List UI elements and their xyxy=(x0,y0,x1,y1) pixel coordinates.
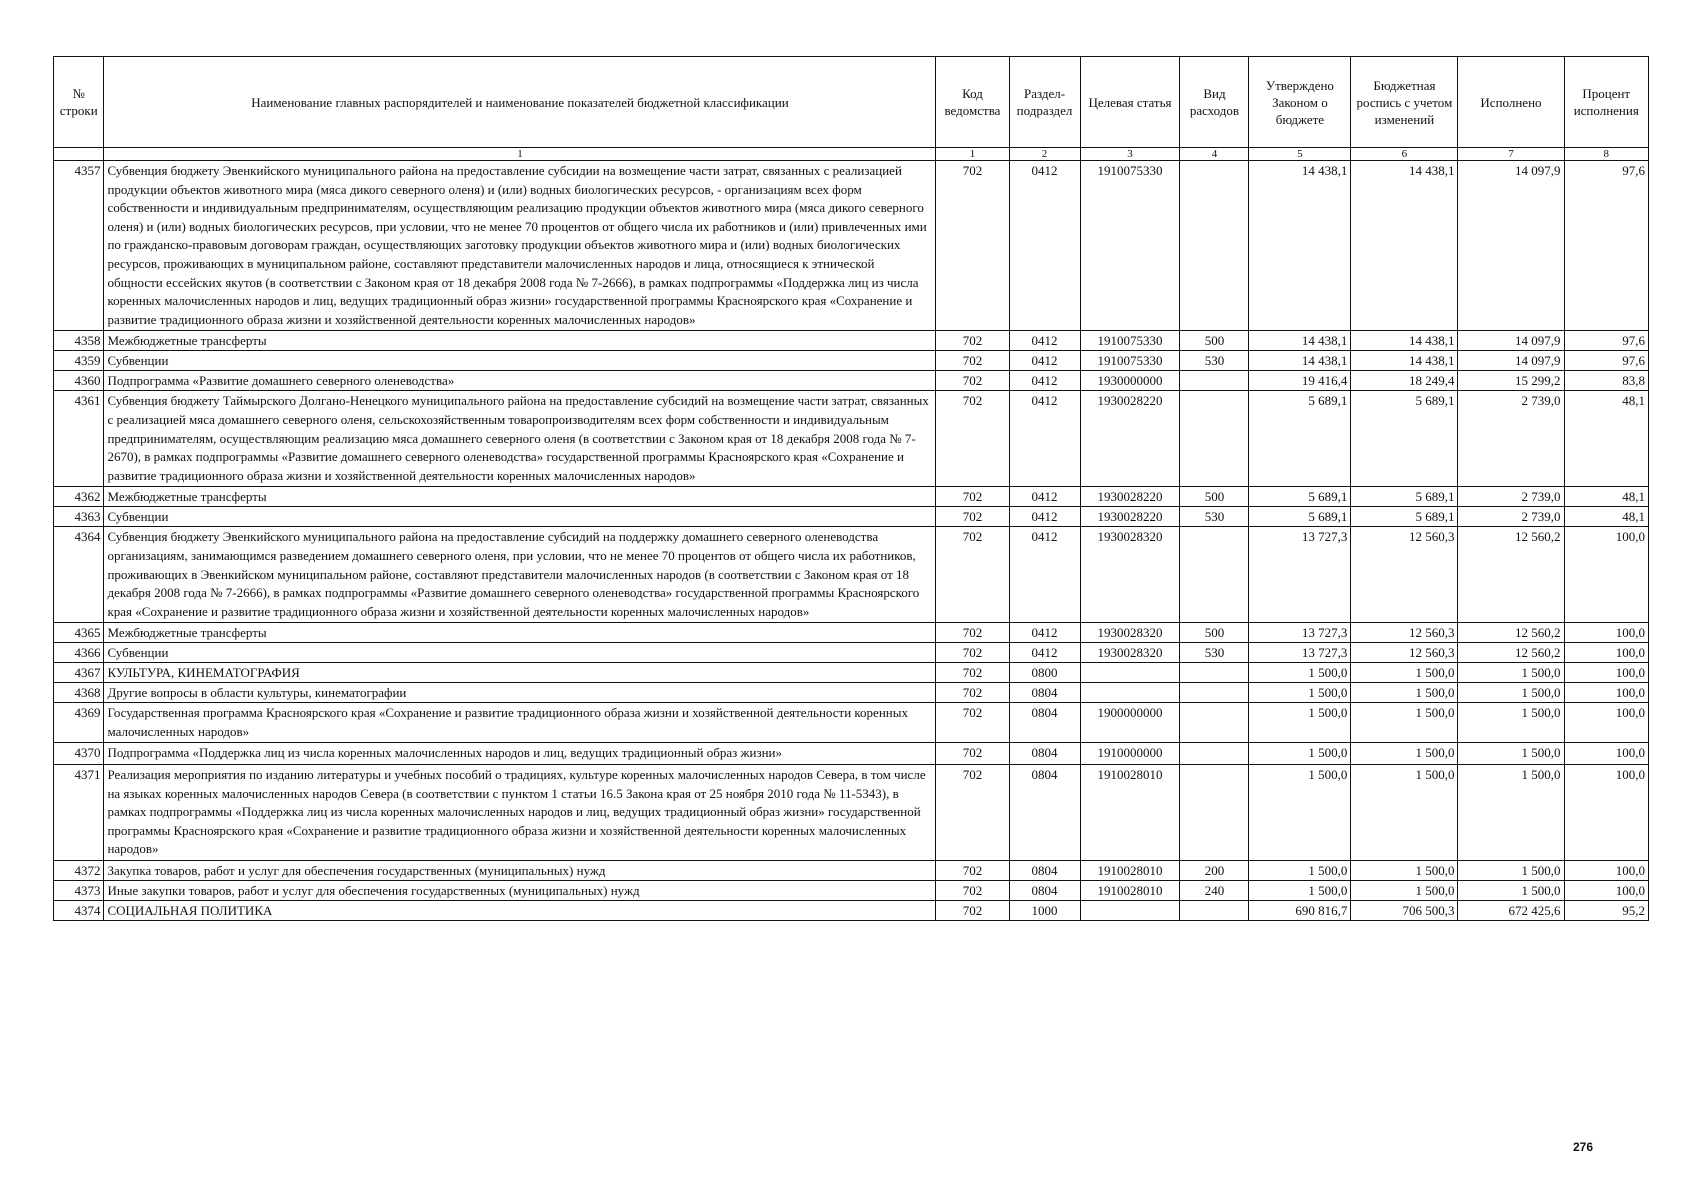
execution-percent: 100,0 xyxy=(1564,623,1649,643)
expense-type: 530 xyxy=(1180,507,1249,527)
column-number-row xyxy=(54,148,1649,161)
row-number: 4370 xyxy=(54,743,104,765)
expense-type: 200 xyxy=(1180,861,1249,881)
table-row xyxy=(54,743,1649,765)
section-code: 0412 xyxy=(1009,351,1080,371)
target-article: 1930028220 xyxy=(1080,507,1180,527)
row-name: Подпрограмма «Развитие домашнего северного оленеводства» xyxy=(104,371,936,391)
table-row xyxy=(54,391,1649,487)
dept-code: 702 xyxy=(936,663,1009,683)
expense-type: 500 xyxy=(1180,623,1249,643)
executed-amount: 12 560,2 xyxy=(1458,623,1564,643)
page-number: 276 xyxy=(1573,1140,1594,1154)
revised-amount: 1 500,0 xyxy=(1351,743,1458,765)
header-executed: Исполнено xyxy=(1458,57,1564,148)
section-code: 0412 xyxy=(1009,487,1080,507)
target-article: 1910028010 xyxy=(1080,861,1180,881)
approved-amount: 1 500,0 xyxy=(1249,765,1351,861)
expense-type: 530 xyxy=(1180,351,1249,371)
expense-type: 500 xyxy=(1180,331,1249,351)
row-name: Субвенции xyxy=(104,351,936,371)
table-row xyxy=(54,881,1649,901)
row-name: Реализация мероприятия по изданию литературы и учебных пособий о традициях, культуре коренных малочисленных народов Севера, в том числе на языках коренных малочисленных народов Севера (в соответствии с пунктом 1 статьи 16.5 Закона края от 25 ноября 2010 года № 11-5343), в рамках подпрограммы «Поддержка лиц из числа коренных малочисленных народов и лиц, ведущих традиционный образ жизни» государственной программы Красноярского края «Сохранение и развитие традиционного образа жизни и хозяйственной деятельности коренных малочисленных народов» xyxy=(104,765,936,861)
expense-type: 500 xyxy=(1180,487,1249,507)
header-kind: Вид расходов xyxy=(1180,57,1249,148)
executed-amount: 1 500,0 xyxy=(1458,743,1564,765)
section-code: 0412 xyxy=(1009,161,1080,331)
target-article xyxy=(1080,663,1180,683)
dept-code: 702 xyxy=(936,331,1009,351)
execution-percent: 100,0 xyxy=(1564,881,1649,901)
revised-amount: 14 438,1 xyxy=(1351,331,1458,351)
header-revised: Бюджетная роспись с учетом изменений xyxy=(1351,57,1458,148)
row-name: Другие вопросы в области культуры, кинематографии xyxy=(104,683,936,703)
dept-code: 702 xyxy=(936,703,1009,743)
target-article: 1930028320 xyxy=(1080,527,1180,623)
row-name: Закупка товаров, работ и услуг для обеспечения государственных (муниципальных) нужд xyxy=(104,861,936,881)
execution-percent: 97,6 xyxy=(1564,161,1649,331)
table-row xyxy=(54,527,1649,623)
row-number: 4357 xyxy=(54,161,104,331)
revised-amount: 14 438,1 xyxy=(1351,161,1458,331)
executed-amount: 14 097,9 xyxy=(1458,351,1564,371)
target-article: 1930028320 xyxy=(1080,643,1180,663)
row-number: 4366 xyxy=(54,643,104,663)
table-row xyxy=(54,703,1649,743)
row-number: 4365 xyxy=(54,623,104,643)
approved-amount: 5 689,1 xyxy=(1249,507,1351,527)
header-approved: Утверждено Законом о бюджете xyxy=(1249,57,1351,148)
execution-percent: 100,0 xyxy=(1564,683,1649,703)
execution-percent: 97,6 xyxy=(1564,331,1649,351)
table-row xyxy=(54,901,1649,921)
approved-amount: 690 816,7 xyxy=(1249,901,1351,921)
expense-type xyxy=(1180,765,1249,861)
column-number: 5 xyxy=(1249,148,1351,161)
executed-amount: 1 500,0 xyxy=(1458,861,1564,881)
row-name: Субвенции xyxy=(104,507,936,527)
target-article: 1910075330 xyxy=(1080,331,1180,351)
approved-amount: 13 727,3 xyxy=(1249,623,1351,643)
revised-amount: 12 560,3 xyxy=(1351,643,1458,663)
execution-percent: 95,2 xyxy=(1564,901,1649,921)
column-number: 4 xyxy=(1180,148,1249,161)
row-number: 4358 xyxy=(54,331,104,351)
column-number: 7 xyxy=(1458,148,1564,161)
execution-percent: 48,1 xyxy=(1564,487,1649,507)
row-name: СОЦИАЛЬНАЯ ПОЛИТИКА xyxy=(104,901,936,921)
dept-code: 702 xyxy=(936,487,1009,507)
expense-type xyxy=(1180,703,1249,743)
column-number xyxy=(54,148,104,161)
approved-amount: 1 500,0 xyxy=(1249,881,1351,901)
row-name: Субвенция бюджету Эвенкийского муниципального района на предоставление субсидии на возмещение части затрат, связанных с реализацией продукции объектов животного мира (мяса дикого северного оленя) и (или) водных биологических ресурсов, - организациям всех форм собственности и индивидуальным предпринимателям, осуществляющим реализацию продукции объектов животного мира (мяса дикого северного оленя) и (или) водных биологических ресурсов, при условии, что не менее 70 процентов от общего числа их работников и (или) привлеченных ими по гражданско-правовым договорам граждан, осуществляющих заготовку продукции объектов животного мира и (или) водных биологических ресурсов, проживающих в муниципальном районе, составляют представители малочисленных народов и лица, относящиеся к этнической общности ессейских якутов (в соответствии с Законом края от 18 декабря 2008 года № 7-2666), в рамках подпрограммы «Поддержка лиц из числа коренных малочисленных народов и лиц, ведущих традиционный образ жизни» государственной программы Красноярского края «Сохранение и развитие традиционного образа жизни и хозяйственной деятельности коренных малочисленных народов» xyxy=(104,161,936,331)
execution-percent: 97,6 xyxy=(1564,351,1649,371)
approved-amount: 1 500,0 xyxy=(1249,861,1351,881)
target-article: 1910000000 xyxy=(1080,743,1180,765)
row-number: 4373 xyxy=(54,881,104,901)
executed-amount: 12 560,2 xyxy=(1458,643,1564,663)
section-code: 0412 xyxy=(1009,331,1080,351)
expense-type xyxy=(1180,743,1249,765)
revised-amount: 12 560,3 xyxy=(1351,623,1458,643)
dept-code: 702 xyxy=(936,643,1009,663)
dept-code: 702 xyxy=(936,161,1009,331)
header-code: Код ведомства xyxy=(936,57,1009,148)
row-number: 4360 xyxy=(54,371,104,391)
column-number: 3 xyxy=(1080,148,1180,161)
row-number: 4372 xyxy=(54,861,104,881)
execution-percent: 48,1 xyxy=(1564,507,1649,527)
row-number: 4364 xyxy=(54,527,104,623)
execution-percent: 100,0 xyxy=(1564,861,1649,881)
header-percent: Процент исполнения xyxy=(1564,57,1649,148)
dept-code: 702 xyxy=(936,881,1009,901)
dept-code: 702 xyxy=(936,743,1009,765)
budget-table-page xyxy=(53,56,1649,921)
expense-type xyxy=(1180,663,1249,683)
dept-code: 702 xyxy=(936,391,1009,487)
executed-amount: 2 739,0 xyxy=(1458,507,1564,527)
section-code: 0804 xyxy=(1009,683,1080,703)
approved-amount: 1 500,0 xyxy=(1249,663,1351,683)
table-row xyxy=(54,643,1649,663)
expense-type xyxy=(1180,527,1249,623)
revised-amount: 12 560,3 xyxy=(1351,527,1458,623)
row-name: Межбюджетные трансферты xyxy=(104,487,936,507)
revised-amount: 1 500,0 xyxy=(1351,703,1458,743)
approved-amount: 19 416,4 xyxy=(1249,371,1351,391)
section-code: 0412 xyxy=(1009,643,1080,663)
execution-percent: 100,0 xyxy=(1564,703,1649,743)
execution-percent: 100,0 xyxy=(1564,663,1649,683)
executed-amount: 1 500,0 xyxy=(1458,703,1564,743)
expense-type xyxy=(1180,391,1249,487)
expense-type xyxy=(1180,901,1249,921)
approved-amount: 1 500,0 xyxy=(1249,683,1351,703)
row-name: Подпрограмма «Поддержка лиц из числа коренных малочисленных народов и лиц, ведущих традиционный образ жизни» xyxy=(104,743,936,765)
table-row xyxy=(54,683,1649,703)
revised-amount: 5 689,1 xyxy=(1351,487,1458,507)
header-row xyxy=(54,57,1649,148)
dept-code: 702 xyxy=(936,527,1009,623)
budget-table xyxy=(53,56,1649,921)
section-code: 0412 xyxy=(1009,623,1080,643)
section-code: 0804 xyxy=(1009,703,1080,743)
approved-amount: 5 689,1 xyxy=(1249,391,1351,487)
table-row xyxy=(54,351,1649,371)
table-row xyxy=(54,861,1649,881)
dept-code: 702 xyxy=(936,623,1009,643)
executed-amount: 15 299,2 xyxy=(1458,371,1564,391)
header-section: Раздел-подраздел xyxy=(1009,57,1080,148)
approved-amount: 14 438,1 xyxy=(1249,351,1351,371)
executed-amount: 14 097,9 xyxy=(1458,331,1564,351)
row-number: 4374 xyxy=(54,901,104,921)
target-article: 1930028220 xyxy=(1080,391,1180,487)
expense-type: 240 xyxy=(1180,881,1249,901)
approved-amount: 13 727,3 xyxy=(1249,643,1351,663)
target-article xyxy=(1080,901,1180,921)
approved-amount: 5 689,1 xyxy=(1249,487,1351,507)
revised-amount: 5 689,1 xyxy=(1351,391,1458,487)
row-number: 4371 xyxy=(54,765,104,861)
header-row-no: № строки xyxy=(54,57,104,148)
table-row xyxy=(54,623,1649,643)
revised-amount: 1 500,0 xyxy=(1351,861,1458,881)
column-number: 6 xyxy=(1351,148,1458,161)
target-article: 1910028010 xyxy=(1080,881,1180,901)
table-row xyxy=(54,663,1649,683)
row-name: Субвенция бюджету Эвенкийского муниципального района на предоставление субсидий на поддержку домашнего северного оленеводства организациям, занимающимся разведением домашнего северного оленя, при условии, что не менее 70 процентов от общего числа их работников, проживающих в Эвенкийском муниципальном районе, составляют представители малочисленных народов (в соответствии с Законом края от 18 декабря 2008 года № 7-2666), в рамках подпрограммы «Развитие домашнего северного оленеводства» государственной программы Красноярского края «Сохранение и развитие традиционного образа жизни и хозяйственной деятельности коренных малочисленных народов» xyxy=(104,527,936,623)
row-name: Субвенции xyxy=(104,643,936,663)
approved-amount: 1 500,0 xyxy=(1249,743,1351,765)
row-name: Государственная программа Красноярского края «Сохранение и развитие традиционного образа жизни и хозяйственной деятельности коренных малочисленных народов» xyxy=(104,703,936,743)
row-number: 4361 xyxy=(54,391,104,487)
expense-type xyxy=(1180,161,1249,331)
dept-code: 702 xyxy=(936,351,1009,371)
section-code: 0412 xyxy=(1009,527,1080,623)
column-number: 1 xyxy=(936,148,1009,161)
revised-amount: 14 438,1 xyxy=(1351,351,1458,371)
expense-type: 530 xyxy=(1180,643,1249,663)
dept-code: 702 xyxy=(936,861,1009,881)
section-code: 0804 xyxy=(1009,881,1080,901)
section-code: 0804 xyxy=(1009,861,1080,881)
executed-amount: 14 097,9 xyxy=(1458,161,1564,331)
executed-amount: 2 739,0 xyxy=(1458,391,1564,487)
dept-code: 702 xyxy=(936,683,1009,703)
target-article: 1910075330 xyxy=(1080,161,1180,331)
approved-amount: 14 438,1 xyxy=(1249,331,1351,351)
revised-amount: 18 249,4 xyxy=(1351,371,1458,391)
target-article: 1910028010 xyxy=(1080,765,1180,861)
section-code: 0800 xyxy=(1009,663,1080,683)
executed-amount: 1 500,0 xyxy=(1458,663,1564,683)
dept-code: 702 xyxy=(936,901,1009,921)
expense-type xyxy=(1180,371,1249,391)
executed-amount: 1 500,0 xyxy=(1458,683,1564,703)
section-code: 0412 xyxy=(1009,391,1080,487)
section-code: 1000 xyxy=(1009,901,1080,921)
row-name: Субвенция бюджету Таймырского Долгано-Ненецкого муниципального района на предоставление субсидий на возмещение части затрат, связанных с реализацией мяса домашнего северного оленя, сельскохозяйственным товаропроизводителям всех форм собственности и индивидуальным предпринимателям, осуществляющим реализацию мяса домашнего северного оленя (в соответствии с Законом края от 18 декабря 2008 года № 7-2670), в рамках подпрограммы «Развитие домашнего северного оленеводства» государственной программы Красноярского края «Сохранение и развитие традиционного образа жизни и хозяйственной деятельности коренных малочисленных народов» xyxy=(104,391,936,487)
execution-percent: 100,0 xyxy=(1564,527,1649,623)
revised-amount: 1 500,0 xyxy=(1351,663,1458,683)
table-row xyxy=(54,331,1649,351)
revised-amount: 5 689,1 xyxy=(1351,507,1458,527)
executed-amount: 2 739,0 xyxy=(1458,487,1564,507)
approved-amount: 13 727,3 xyxy=(1249,527,1351,623)
approved-amount: 1 500,0 xyxy=(1249,703,1351,743)
row-number: 4367 xyxy=(54,663,104,683)
target-article: 1930028320 xyxy=(1080,623,1180,643)
section-code: 0412 xyxy=(1009,507,1080,527)
table-body xyxy=(54,161,1649,921)
row-number: 4359 xyxy=(54,351,104,371)
execution-percent: 100,0 xyxy=(1564,643,1649,663)
execution-percent: 100,0 xyxy=(1564,743,1649,765)
row-name: Межбюджетные трансферты xyxy=(104,331,936,351)
row-name: Межбюджетные трансферты xyxy=(104,623,936,643)
row-name: Иные закупки товаров, работ и услуг для обеспечения государственных (муниципальных) нужд xyxy=(104,881,936,901)
expense-type xyxy=(1180,683,1249,703)
dept-code: 702 xyxy=(936,507,1009,527)
target-article: 1930028220 xyxy=(1080,487,1180,507)
column-number: 8 xyxy=(1564,148,1649,161)
target-article xyxy=(1080,683,1180,703)
approved-amount: 14 438,1 xyxy=(1249,161,1351,331)
table-row xyxy=(54,765,1649,861)
section-code: 0804 xyxy=(1009,765,1080,861)
executed-amount: 672 425,6 xyxy=(1458,901,1564,921)
revised-amount: 706 500,3 xyxy=(1351,901,1458,921)
execution-percent: 48,1 xyxy=(1564,391,1649,487)
table-row xyxy=(54,487,1649,507)
section-code: 0804 xyxy=(1009,743,1080,765)
dept-code: 702 xyxy=(936,765,1009,861)
row-number: 4369 xyxy=(54,703,104,743)
revised-amount: 1 500,0 xyxy=(1351,683,1458,703)
target-article: 1930000000 xyxy=(1080,371,1180,391)
row-number: 4363 xyxy=(54,507,104,527)
table-row xyxy=(54,161,1649,331)
execution-percent: 83,8 xyxy=(1564,371,1649,391)
dept-code: 702 xyxy=(936,371,1009,391)
executed-amount: 12 560,2 xyxy=(1458,527,1564,623)
header-target: Целевая статья xyxy=(1080,57,1180,148)
revised-amount: 1 500,0 xyxy=(1351,881,1458,901)
row-name: КУЛЬТУРА, КИНЕМАТОГРАФИЯ xyxy=(104,663,936,683)
target-article: 1910075330 xyxy=(1080,351,1180,371)
execution-percent: 100,0 xyxy=(1564,765,1649,861)
table-row xyxy=(54,371,1649,391)
target-article: 1900000000 xyxy=(1080,703,1180,743)
section-code: 0412 xyxy=(1009,371,1080,391)
revised-amount: 1 500,0 xyxy=(1351,765,1458,861)
row-number: 4362 xyxy=(54,487,104,507)
header-name: Наименование главных распорядителей и наименование показателей бюджетной классификации xyxy=(104,57,936,148)
column-number: 1 xyxy=(104,148,936,161)
executed-amount: 1 500,0 xyxy=(1458,881,1564,901)
row-number: 4368 xyxy=(54,683,104,703)
table-row xyxy=(54,507,1649,527)
executed-amount: 1 500,0 xyxy=(1458,765,1564,861)
column-number: 2 xyxy=(1009,148,1080,161)
